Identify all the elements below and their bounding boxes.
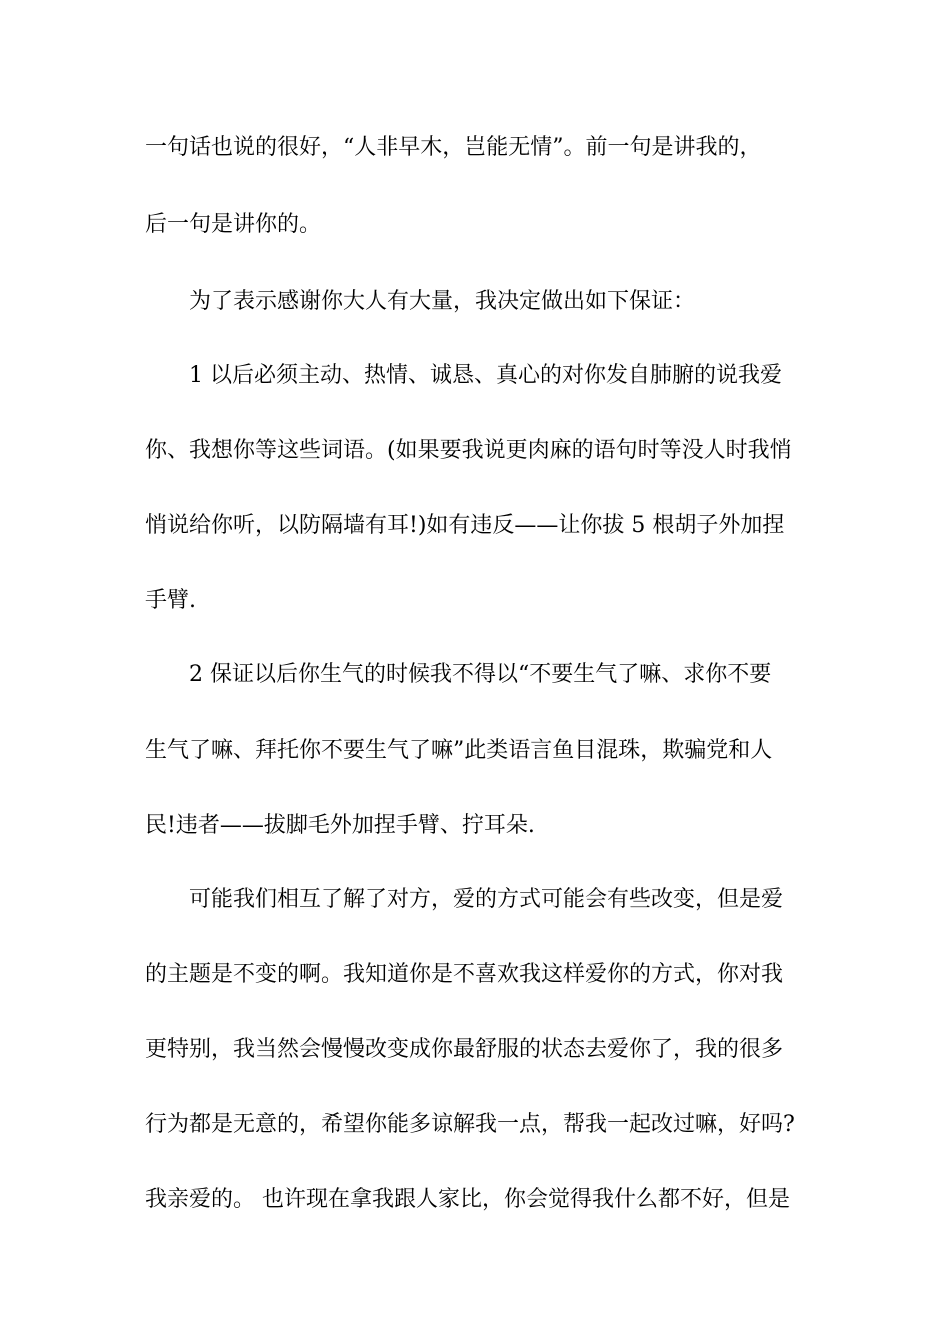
text-line-3: 为了表示感谢你大人有大量，我决定做出如下保证：: [189, 289, 696, 314]
text-line-6: 悄说给你听，以防隔墙有耳!)如有违反——让你拔 5 根胡子外加捏: [145, 513, 785, 538]
text-line-4: 1 以后必须主动、热情、诚恳、真心的对你发自肺腑的说我爱: [189, 363, 782, 388]
text-line-13: 更特别，我当然会慢慢改变成你最舒服的状态去爱你了，我的很多: [145, 1037, 784, 1062]
text-line-12: 的主题是不变的啊。我知道你是不喜欢我这样爱你的方式，你对我: [145, 962, 784, 987]
text-line-8: 2 保证以后你生气的时候我不得以“不要生气了嘛、求你不要: [189, 662, 772, 687]
text-line-10: 民!违者——拔脚毛外加捏手臂、拧耳朵.: [145, 813, 535, 838]
text-line-15: 我亲爱的。 也许现在拿我跟人家比，你会觉得我什么都不好，但是: [145, 1187, 790, 1212]
text-line-7: 手臂.: [145, 588, 196, 613]
text-line-9: 生气了嘛、拜托你不要生气了嘛”此类语言鱼目混珠，欺骗党和人: [145, 738, 773, 763]
text-line-1: 一句话也说的很好，“人非早木，岂能无情”。前一句是讲我的，: [145, 135, 762, 160]
text-line-14: 行为都是无意的，希望你能多谅解我一点，帮我一起改过嘛，好吗?: [145, 1112, 795, 1137]
text-line-5: 你、我想你等这些词语。(如果要我说更肉麻的语句时等没人时我悄: [145, 438, 792, 463]
text-line-2: 后一句是讲你的。: [145, 212, 322, 237]
text-line-11: 可能我们相互了解了对方，爱的方式可能会有些改变，但是爱: [189, 887, 784, 912]
